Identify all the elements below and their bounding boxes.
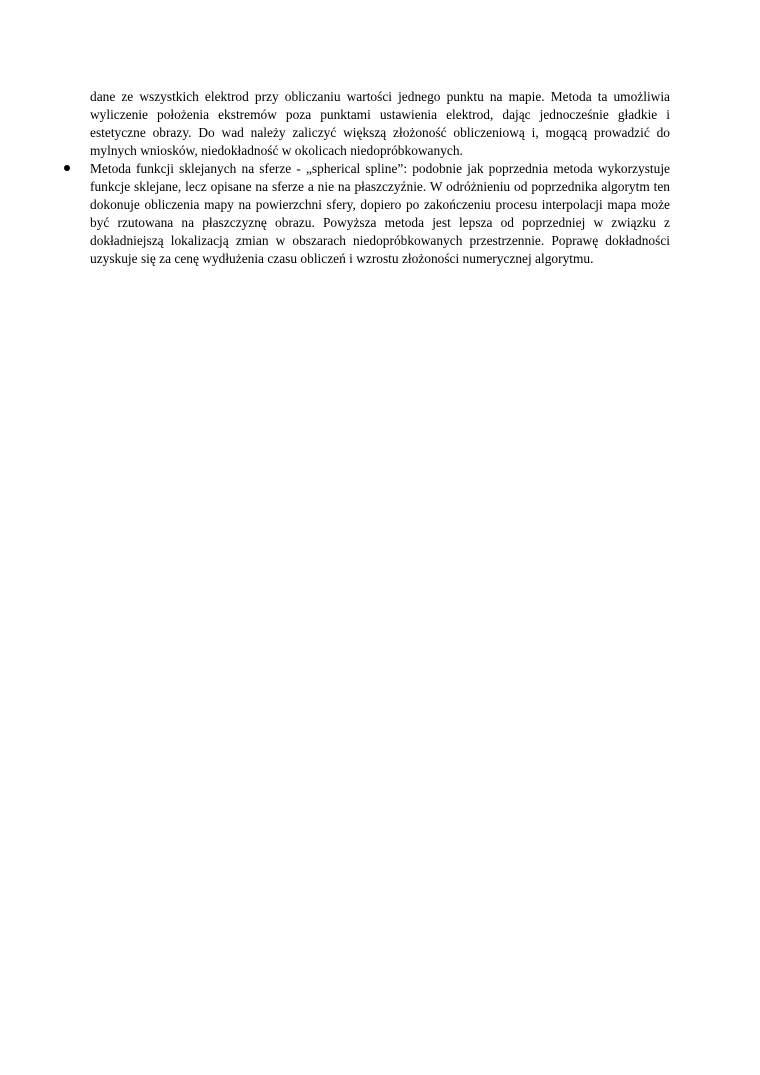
bullet-icon — [64, 165, 70, 171]
list-item — [90, 160, 670, 268]
document-body — [90, 88, 670, 268]
continuation-paragraph: dane ze wszystkich elektrod przy obliczaniu wartości jednego punktu na mapie. Metoda ta umożliwia wyliczenie położenia ekstremów poza punktami ustawienia elektrod, dając jednocześnie gładkie i estetyczne obrazy. Do wad należy zaliczyć większą złożoność obliczeniową i, mogącą prowadzić do mylnych wniosków, niedokładność w okolicach niedopróbkowanych. — [90, 89, 670, 158]
bullet-list — [90, 160, 670, 268]
bullet-text-spherical-spline: Metoda funkcji sklejanych na sferze - „spherical spline”: podobnie jak poprzednia metoda wykorzystuje funkcje sklejane, lecz opisane na sferze a nie na płaszczyźnie. W odróżnieniu od poprzednika algorytm ten dokonuje obliczenia mapy na powierzchni sfery, dopiero po zakończeniu procesu interpolacji mapa może być rzutowana na płaszczyznę obrazu. Powyższa metoda jest lepsza od poprzedniej w związku z dokładniejszą lokalizacją zmian w obszarach niedopróbkowanych przestrzennie. Poprawę dokładności uzyskuje się za cenę wydłużenia czasu obliczeń i wzrostu złożoności numerycznej algorytmu. — [90, 161, 670, 266]
